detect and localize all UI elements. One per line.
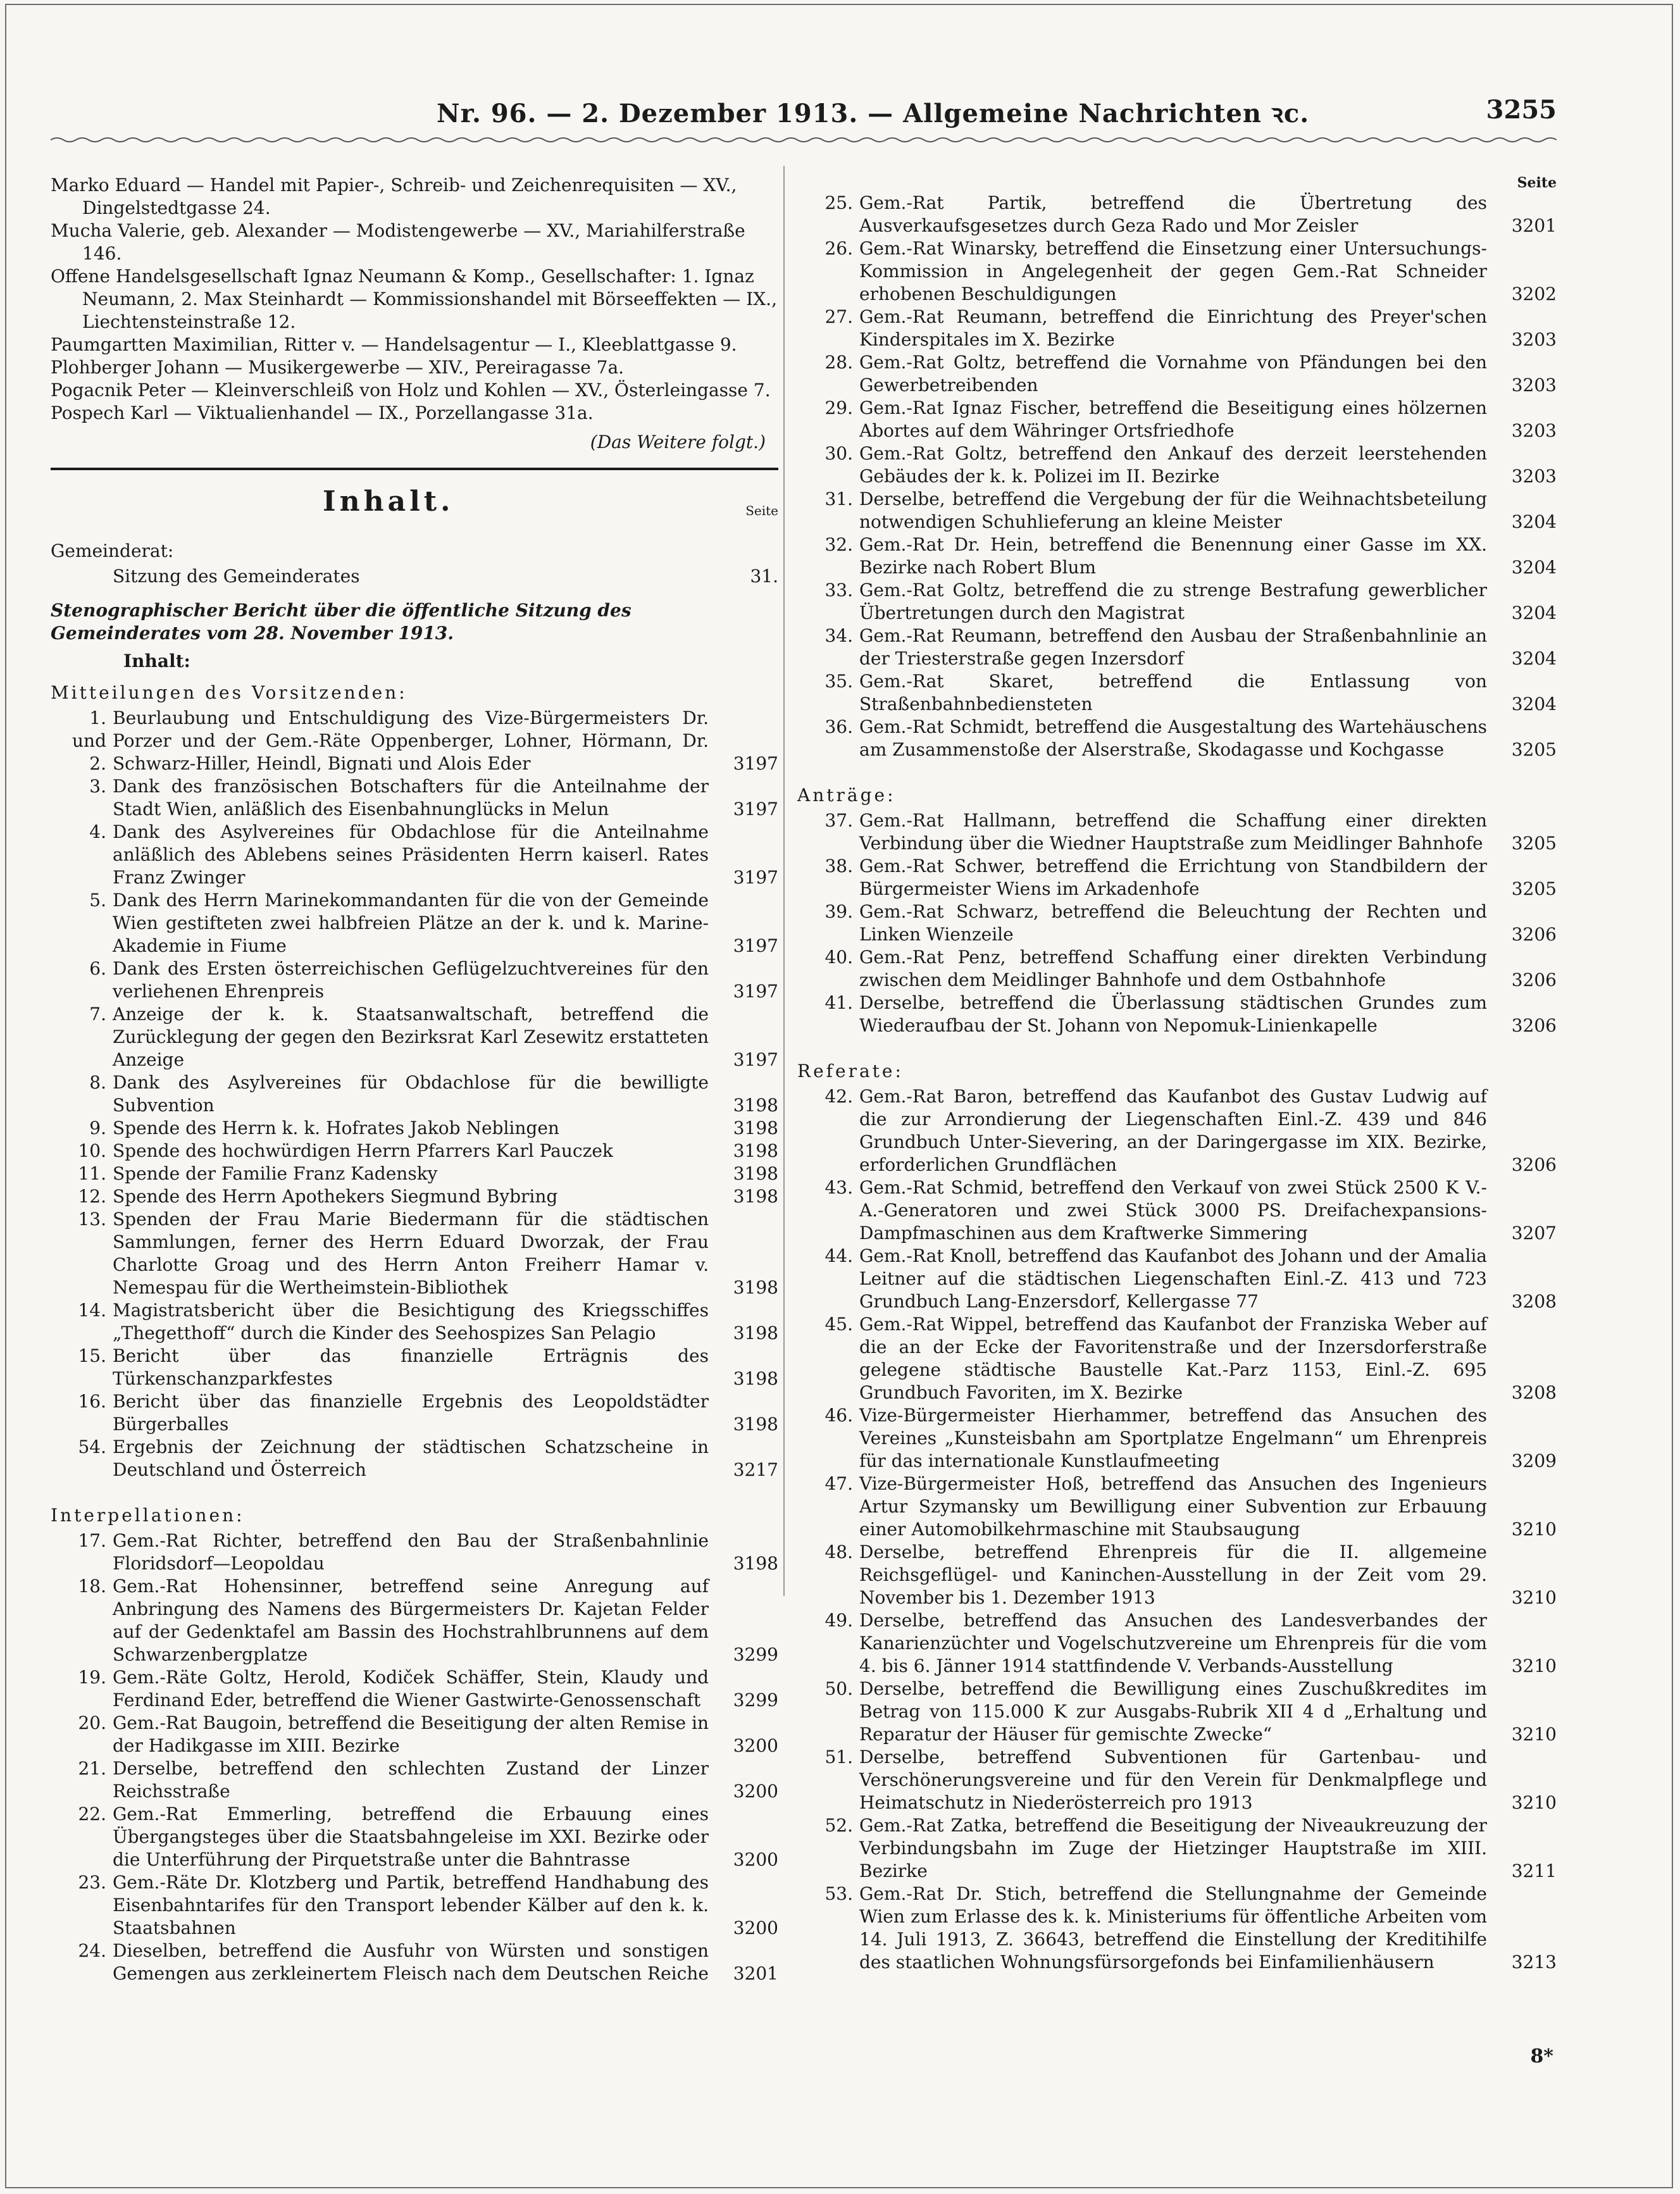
toc-entry xyxy=(797,992,1557,1037)
entry-page: 3205 xyxy=(1511,878,1557,899)
record-entry: Mucha Valerie, geb. Alexander — Modistengewerbe — XV., Mariahilferstraße 146. xyxy=(51,220,745,264)
entry-number: 49. xyxy=(824,1610,853,1631)
toc-entry xyxy=(51,1299,778,1345)
entry-page: 3200 xyxy=(733,1849,778,1870)
entry-text: Gem.-Rat Penz, betreffend Schaffung einer direkten Verbindung zwischen dem Meidlinger Bahnhofe und dem Ostbahnhofe xyxy=(859,947,1487,990)
gemeinderat-label: Gemeinderat: xyxy=(51,540,174,561)
entry-number: 29. xyxy=(824,397,853,418)
toc-entry xyxy=(797,488,1557,533)
entry-number: 25. xyxy=(824,192,853,213)
record-entry: Offene Handelsgesellschaft Ignaz Neumann & Komp., Gesellschafter: 1. Ignaz Neumann, 2. Max Steinhardt — Kommissionshandel mit Börseeffekten — IX., Liechtensteinstraße 12. xyxy=(51,266,777,332)
entry-page: 3204 xyxy=(1511,511,1557,532)
toc-entry xyxy=(51,1712,778,1757)
entry-text: Magistratsbericht über die Besichtigung des Kriegsschiffes „Thegetthoff“ durch die Kinder des Seehospizes San Pelagio xyxy=(113,1300,709,1343)
entry-page: 3204 xyxy=(1511,648,1557,669)
entry-number: 31. xyxy=(824,489,853,509)
entry-text: Dank des Asylvereines für Obdachlose für die Anteilnahme anläßlich des Ablebens seines Präsidenten Herrn kaiserl. Rates Franz Zwinger xyxy=(113,821,709,888)
entry-page: 3198 xyxy=(733,1553,778,1574)
toc-entry xyxy=(51,1071,778,1117)
entry-number: 38. xyxy=(824,856,853,876)
entry-number: 42. xyxy=(824,1086,853,1107)
section-rule xyxy=(51,468,778,470)
entry-text: Dank des Asylvereines für Obdachlose für die bewilligte Subvention xyxy=(113,1072,709,1116)
entry-text: Derselbe, betreffend den schlechten Zustand der Linzer Reichsstraße xyxy=(113,1758,709,1802)
header-wavy-rule xyxy=(51,135,1557,144)
entry-number: 15. xyxy=(78,1345,106,1366)
entry-page: 31. xyxy=(750,566,778,587)
entry-page: 3198 xyxy=(733,1323,778,1343)
entry-page: 3210 xyxy=(1511,1724,1557,1745)
toc-entry xyxy=(51,1162,778,1185)
entry-page: 3299 xyxy=(733,1644,778,1665)
toc-entry xyxy=(797,351,1557,397)
entry-page: 3206 xyxy=(1511,924,1557,945)
entry-number: 51. xyxy=(824,1747,853,1767)
entry-page: 3200 xyxy=(733,1917,778,1938)
left-column xyxy=(51,174,778,1985)
toc-entry xyxy=(797,1473,1557,1541)
entry-text: Gem.-Rat Schwer, betreffend die Errichtung von Standbildern der Bürgermeister Wiens im Arkadenhofe xyxy=(859,856,1487,899)
entry-text: Gem.-Rat Hohensinner, betreffend seine Anregung auf Anbringung des Namens des Bürgermeisters Dr. Kajetan Felder auf der Gedenktafel am Bassin des Hochstrahlbrunnens auf dem Schwarzenbergplatze xyxy=(113,1576,709,1665)
entry-text: Derselbe, betreffend die Vergebung der für die Weihnachtsbeteilung notwendigen Schuhlieferung an kleine Meister xyxy=(859,489,1487,532)
entry-page: 3203 xyxy=(1511,375,1557,396)
toc-entry xyxy=(51,1140,778,1162)
toc-entry xyxy=(797,855,1557,901)
entry-page: 3217 xyxy=(733,1459,778,1480)
continued-note: (Das Weitere folgt.) xyxy=(590,432,766,452)
toc-entry xyxy=(797,1746,1557,1814)
entry-text: Gem.-Rat Winarsky, betreffend die Einsetzung einer Untersuchungs-Kommission in Angelegenheit der gegen Gem.-Rat Schneider erhobenen Beschuldigungen xyxy=(859,238,1487,304)
entry-page: 3197 xyxy=(733,799,778,820)
entry-text: Vize-Bürgermeister Hoß, betreffend das Ansuchen des Ingenieurs Artur Szymansky um Bewilligung einer Subvention zur Erbauung einer Automobilkehrmaschine mit Staubsaugung xyxy=(859,1473,1487,1540)
entry-page: 3204 xyxy=(1511,557,1557,578)
entry-page: 3197 xyxy=(733,867,778,888)
entry-number: 5. xyxy=(89,890,106,911)
entry-number: 22. xyxy=(78,1804,106,1824)
entry-text: Gem.-Rat Richter, betreffend den Bau der Straßenbahnlinie Floridsdorf—Leopoldau xyxy=(113,1530,709,1574)
entry-page: 3197 xyxy=(733,935,778,956)
entry-number: 45. xyxy=(824,1314,853,1335)
entry-page: 3209 xyxy=(1511,1450,1557,1471)
entry-text: Dieselben, betreffend die Ausfuhr von Würsten und sonstigen Gemengen aus zerkleinertem Fleisch nach dem Deutschen Reiche xyxy=(113,1940,709,1984)
record-entry: Paumgartten Maximilian, Ritter v. — Handelsagentur — I., Kleeblattgasse 9. xyxy=(51,334,737,355)
entry-text: Gem.-Rat Schmidt, betreffend die Ausgestaltung des Wartehäuschens am Zusammenstoße der Alserstraße, Skodagasse und Kochgasse xyxy=(859,716,1487,760)
toc-entry xyxy=(51,707,778,775)
toc-entry xyxy=(51,1575,778,1666)
entry-page: 3198 xyxy=(733,1186,778,1207)
entry-number: 17. xyxy=(78,1530,106,1551)
entry-page: 3299 xyxy=(733,1690,778,1711)
entry-text: Anzeige der k. k. Staatsanwaltschaft, betreffend die Zurücklegung der gegen den Bezirksrat Karl Zesewitz erstatteten Anzeige xyxy=(113,1004,709,1070)
inhalt-label: Inhalt: xyxy=(123,651,190,671)
entry-text: Gem.-Rat Goltz, betreffend den Ankauf des derzeit leerstehenden Gebäudes der k. k. Polizei im II. Bezirke xyxy=(859,443,1487,487)
entry-number: 13. xyxy=(78,1209,106,1230)
mitteilungen-label: Mitteilungen des Vorsitzenden: xyxy=(51,682,408,703)
entry-number: 35. xyxy=(824,671,853,692)
entry-number: 27. xyxy=(824,306,853,327)
entry-text: Gem.-Rat Hallmann, betreffend die Schaffung einer direkten Verbindung über die Wiedner Hauptstraße zum Meidlinger Bahnhofe xyxy=(859,810,1487,854)
toc-entry xyxy=(797,901,1557,946)
entry-text: Bericht über das finanzielle Erträgnis des Türkenschanzparkfestes xyxy=(113,1345,709,1389)
entry-text: Dank des französischen Botschafters für die Anteilnahme der Stadt Wien, anläßlich des Eisenbahnunglücks in Melun xyxy=(113,776,709,820)
entry-number: 48. xyxy=(824,1542,853,1562)
entry-number: 50. xyxy=(824,1678,853,1699)
bericht-title: Stenographischer Bericht über die öffentliche Sitzung des Gemeinderates vom 28. November 1913. xyxy=(51,600,632,644)
entry-number: 28. xyxy=(824,352,853,373)
entry-text: Gem.-Rat Reumann, betreffend den Ausbau der Straßenbahnlinie an der Triesterstraße gegen Inzersdorf xyxy=(859,625,1487,669)
entry-number: 12. xyxy=(78,1186,106,1207)
entry-page: 3201 xyxy=(1511,215,1557,236)
toc-entry xyxy=(51,1208,778,1299)
entry-text: Spende der Familie Franz Kadensky xyxy=(113,1163,438,1184)
entry-text: Sitzung des Gemeinderates xyxy=(113,566,360,587)
entry-text: Gem.-Rat Dr. Hein, betreffend die Benennung einer Gasse im XX. Bezirke nach Robert Blum xyxy=(859,534,1487,578)
entry-text: Gem.-Rat Baron, betreffend das Kaufanbot des Gustav Ludwig auf die zur Arrondierung der Liegenschaften Einl.-Z. 439 und 846 Grundbuch Unter-Sievering, an der Daringergasse im XIX. Bezirke, erforderlichen Grundflächen xyxy=(859,1086,1487,1175)
entry-text: Gem.-Rat Goltz, betreffend die zu strenge Bestrafung gewerblicher Übertretungen durch den Magistrat xyxy=(859,580,1487,623)
toc-entry xyxy=(797,1176,1557,1245)
column-divider xyxy=(783,166,785,1596)
entry-page: 3206 xyxy=(1511,1015,1557,1036)
entry-number: 30. xyxy=(824,443,853,464)
toc-entry xyxy=(51,1666,778,1712)
entry-page: 3207 xyxy=(1511,1223,1557,1243)
entry-text: Gem.-Rat Knoll, betreffend das Kaufanbot des Johann und der Amalia Leitner auf die städtischen Liegenschaften Einl.-Z. 413 und 723 Grundbuch Lang-Enzersdorf, Kellergasse 77 xyxy=(859,1245,1487,1312)
entry-page: 3198 xyxy=(733,1368,778,1389)
toc-entry xyxy=(51,1185,778,1208)
entry-number: 53. xyxy=(824,1883,853,1904)
toc-entry xyxy=(51,889,778,957)
entry-text: Dank des Ersten österreichischen Geflügelzuchtvereines für den verliehenen Ehrenpreis xyxy=(113,958,709,1002)
entry-number: 1. und 2. xyxy=(72,707,106,774)
entry-number: 16. xyxy=(78,1391,106,1412)
entry-number: 20. xyxy=(78,1712,106,1733)
entry-page: 3197 xyxy=(733,1049,778,1070)
entry-text: Derselbe, betreffend die Bewilligung eines Zuschußkredites im Betrag von 115.000 K zur Ausgabs-Rubrik XII 4 d „Erhaltung und Reparatur der Häuser für gemischte Zwecke“ xyxy=(859,1678,1487,1745)
toc-entry xyxy=(797,1313,1557,1404)
toc-entry xyxy=(51,1436,778,1481)
toc-entry xyxy=(797,579,1557,625)
referate-label: Referate: xyxy=(797,1061,904,1081)
toc-entry xyxy=(797,1609,1557,1678)
signature-mark: 8* xyxy=(1530,2045,1553,2067)
toc-entry xyxy=(51,1003,778,1071)
toc-entry xyxy=(797,533,1557,579)
entry-page: 3208 xyxy=(1511,1382,1557,1403)
toc-entry-sitzung xyxy=(51,565,778,588)
entry-number: 41. xyxy=(824,992,853,1013)
entry-text: Gem.-Rat Schwarz, betreffend die Beleuchtung der Rechten und Linken Wienzeile xyxy=(859,901,1487,945)
entry-page: 3206 xyxy=(1511,969,1557,990)
interpellationen-cont-list xyxy=(797,192,1557,761)
record-entry: Pogacnik Peter — Kleinverschleiß von Holz und Kohlen — XV., Österleingasse 7. xyxy=(51,380,771,401)
entry-page: 3211 xyxy=(1511,1861,1557,1881)
entry-text: Dank des Herrn Marinekommandanten für die von der Gemeinde Wien gestifteten zwei halbfreien Plätze an der k. und k. Marine-Akademie in Fiume xyxy=(113,890,709,956)
entry-number: 46. xyxy=(824,1405,853,1426)
toc-entry xyxy=(51,821,778,889)
entry-number: 24. xyxy=(78,1940,106,1961)
entry-page: 3210 xyxy=(1511,1519,1557,1540)
record-entry: Plohberger Johann — Musikergewerbe — XIV., Pereiragasse 7a. xyxy=(51,357,625,378)
toc-entry xyxy=(797,625,1557,670)
entry-text: Spende des Herrn Apothekers Siegmund Bybring xyxy=(113,1186,558,1207)
entry-text: Gem.-Rat Reumann, betreffend die Einrichtung des Preyer'schen Kinderspitales im X. Bezirke xyxy=(859,306,1487,350)
entry-page: 3206 xyxy=(1511,1154,1557,1175)
entry-number: 18. xyxy=(78,1576,106,1597)
interpellationen-label: Interpellationen: xyxy=(51,1505,245,1526)
entry-page: 3203 xyxy=(1511,329,1557,350)
toc-entry xyxy=(797,442,1557,488)
toc-entry xyxy=(797,1085,1557,1176)
entry-number: 21. xyxy=(78,1758,106,1779)
entry-text: Derselbe, betreffend die Überlassung städtischen Grundes zum Wiederaufbau der St. Johann von Nepomuk-Linienkapelle xyxy=(859,992,1487,1036)
entry-page: 3210 xyxy=(1511,1655,1557,1676)
right-column xyxy=(797,174,1557,1974)
entry-text: Gem.-Rat Zatka, betreffend die Beseitigung der Niveaukreuzung der Verbindungsbahn im Zuge der Hietzinger Hauptstraße im XIII. Bezirke xyxy=(859,1815,1487,1881)
entry-text: Spenden der Frau Marie Biedermann für die städtischen Sammlungen, ferner des Herrn Eduard Dworzak, der Frau Charlotte Groag und des Herrn Anton Freiherr Hamar v. Nemespau für die Wertheimstein-Bibliothek xyxy=(113,1209,709,1298)
entry-number: 9. xyxy=(89,1118,106,1138)
entry-number: 40. xyxy=(824,947,853,968)
entry-number: 52. xyxy=(824,1815,853,1836)
entry-text: Gem.-Rat Wippel, betreffend das Kaufanbot der Franziska Weber auf die an der Ecke der Favoritenstraße und der Inzersdorferstraße gelegene städtische Baustelle Kat.-Parz 1153, Einl.-Z. 695 Grundbuch Favoriten, im X. Bezirke xyxy=(859,1314,1487,1403)
toc-entry xyxy=(51,1803,778,1871)
entry-text: Spende des Herrn k. k. Hofrates Jakob Neblingen xyxy=(113,1118,559,1138)
entry-number: 44. xyxy=(824,1245,853,1266)
entry-page: 3197 xyxy=(733,753,778,774)
entry-number: 4. xyxy=(89,821,106,842)
entry-text: Gem.-Rat Skaret, betreffend die Entlassung von Straßenbahnbediensteten xyxy=(859,671,1487,714)
toc-entry xyxy=(51,1345,778,1390)
record-entry: Pospech Karl — Viktualienhandel — IX., Porzellangasse 31a. xyxy=(51,402,594,423)
interpellationen-list xyxy=(51,1530,778,1985)
record-entry: Marko Eduard — Handel mit Papier-, Schreib- und Zeichenrequisiten — XV., Dingelstedtgasse 24. xyxy=(51,175,737,218)
entry-number: 26. xyxy=(824,238,853,259)
entry-text: Beurlaubung und Entschuldigung des Vize-Bürgermeisters Dr. Porzer und der Gem.-Räte Oppenberger, Lohner, Hörmann, Dr. Schwarz-Hiller, Heindl, Bignati und Alois Eder xyxy=(113,707,709,774)
toc-entry xyxy=(51,1871,778,1940)
toc-entry xyxy=(51,775,778,821)
entry-number: 11. xyxy=(78,1163,106,1184)
entry-number: 43. xyxy=(824,1177,853,1198)
entry-number: 33. xyxy=(824,580,853,601)
entry-page: 3204 xyxy=(1511,602,1557,623)
entry-text: Spende des hochwürdigen Herrn Pfarrers Karl Pauczek xyxy=(113,1140,613,1161)
entry-text: Gem.-Rat Schmid, betreffend den Verkauf von zwei Stück 2500 K V.-A.-Generatoren und zwei Stück 3000 PS. Dreifachexpansions-Dampfmaschinen aus dem Kraftwerke Simmering xyxy=(859,1177,1487,1243)
entry-page: 3198 xyxy=(733,1414,778,1435)
entry-text: Gem.-Rat Emmerling, betreffend die Erbauung eines Übergangsteges über die Staatsbahngeleise im XXI. Bezirke oder die Unterführung der Pirquetstraße unter die Bahntrasse xyxy=(113,1804,709,1870)
entry-page: 3198 xyxy=(733,1140,778,1161)
entry-page: 3200 xyxy=(733,1735,778,1756)
entry-text: Ergebnis der Zeichnung der städtischen Schatzscheine in Deutschland und Österreich xyxy=(113,1437,709,1480)
entry-number: 14. xyxy=(78,1300,106,1321)
entry-text: Vize-Bürgermeister Hierhammer, betreffend das Ansuchen des Vereines „Kunsteisbahn am Sportplatze Engelmann“ um Ehrenpreis für das internationale Kunstlaufmeeting xyxy=(859,1405,1487,1471)
toc-entry xyxy=(51,1390,778,1436)
entry-number: 47. xyxy=(824,1473,853,1494)
entry-page: 3203 xyxy=(1511,420,1557,441)
entry-number: 7. xyxy=(89,1004,106,1025)
entry-number: 34. xyxy=(824,625,853,646)
entry-number: 3. xyxy=(89,776,106,797)
toc-entry xyxy=(797,1404,1557,1473)
entry-page: 3198 xyxy=(733,1118,778,1138)
entry-number: 39. xyxy=(824,901,853,922)
referate-list xyxy=(797,1085,1557,1974)
entry-page: 3208 xyxy=(1511,1291,1557,1312)
toc-title: Inhalt. xyxy=(323,485,454,518)
entry-page: 3202 xyxy=(1511,284,1557,304)
toc-entry xyxy=(797,1883,1557,1974)
entry-page: 3197 xyxy=(733,981,778,1002)
entry-page: 3213 xyxy=(1511,1952,1557,1973)
toc-entry xyxy=(51,1530,778,1575)
entry-number: 36. xyxy=(824,716,853,737)
seite-label: Seite xyxy=(745,503,778,518)
toc-entry xyxy=(51,1940,778,1985)
toc-entry xyxy=(797,1245,1557,1313)
toc-heading xyxy=(51,485,778,531)
entry-number: 23. xyxy=(78,1872,106,1893)
entry-page: 3210 xyxy=(1511,1587,1557,1608)
entry-text: Bericht über das finanzielle Ergebnis des Leopoldstädter Bürgerballes xyxy=(113,1391,709,1435)
entry-page: 3204 xyxy=(1511,694,1557,714)
header-page-number: 3255 xyxy=(1486,95,1557,125)
entry-page: 3198 xyxy=(733,1277,778,1298)
toc-entry xyxy=(51,1757,778,1803)
toc-entry xyxy=(797,1678,1557,1746)
toc-entry xyxy=(797,1541,1557,1609)
toc-entry xyxy=(797,397,1557,442)
entry-text: Gem.-Rat Partik, betreffend die Übertretung des Ausverkaufsgesetzes durch Geza Rado und Mor Zeisler xyxy=(859,192,1487,236)
page-header xyxy=(44,95,1557,133)
entry-page: 3203 xyxy=(1511,466,1557,487)
entry-text: Gem.-Räte Goltz, Herold, Kodiček Schäffer, Stein, Klaudy und Ferdinand Eder, betreffend die Wiener Gastwirte-Genossenschaft xyxy=(113,1667,709,1711)
entry-text: Gem.-Rat Dr. Stich, betreffend die Stellungnahme der Gemeinde Wien zum Erlasse des k. k. Ministeriums für öffentliche Arbeiten vom 14. Juli 1913, Z. 36643, betreffend die Einstellung der Kreditihilfe des staatlichen Wohnungsfürsorgefonds bei Einfamilienhäusern xyxy=(859,1883,1487,1973)
entry-text: Gem.-Rat Ignaz Fischer, betreffend die Beseitigung eines hölzernen Abortes auf dem Währinger Ortsfriedhofe xyxy=(859,397,1487,441)
mitteilungen-list xyxy=(51,707,778,1481)
toc-entry xyxy=(51,1117,778,1140)
entry-number: 37. xyxy=(824,810,853,831)
entry-number: 32. xyxy=(824,534,853,555)
toc-entry xyxy=(797,809,1557,855)
entry-text: Gem.-Räte Dr. Klotzberg und Partik, betreffend Handhabung des Eisenbahntarifes für den Transport lebender Kälber auf den k. k. Staatsbahnen xyxy=(113,1872,709,1938)
seite-label-right: Seite xyxy=(1517,175,1557,191)
toc-entry xyxy=(797,670,1557,716)
toc-entry xyxy=(797,1814,1557,1883)
header-title: Nr. 96. — 2. Dezember 1913. — Allgemeine Nachrichten ꝛc. xyxy=(437,99,1310,128)
entry-number: 19. xyxy=(78,1667,106,1688)
entry-text: Derselbe, betreffend das Ansuchen des Landesverbandes der Kanarienzüchter und Vogelschutzvereine um Ehrenpreis für die vom 4. bis 6. Jänner 1914 stattfindende V. Verbands-Ausstellung xyxy=(859,1610,1487,1676)
entry-page: 3198 xyxy=(733,1095,778,1116)
entry-page: 3205 xyxy=(1511,739,1557,760)
entry-text: Gem.-Rat Goltz, betreffend die Vornahme von Pfändungen bei den Gewerbetreibenden xyxy=(859,352,1487,396)
entry-page: 3210 xyxy=(1511,1792,1557,1813)
toc-entry xyxy=(797,237,1557,306)
antraege-label: Anträge: xyxy=(797,785,896,806)
entry-number: 6. xyxy=(89,958,106,979)
toc-entry xyxy=(797,946,1557,992)
entry-number: 8. xyxy=(89,1072,106,1093)
entry-text: Gem.-Rat Baugoin, betreffend die Beseitigung der alten Remise in der Hadikgasse im XIII. Bezirke xyxy=(113,1712,709,1756)
toc-entry xyxy=(797,306,1557,351)
entry-text: Derselbe, betreffend Subventionen für Gartenbau- und Verschönerungsvereine und für den Verein für Denkmalpflege und Heimatschutz in Niederösterreich pro 1913 xyxy=(859,1747,1487,1813)
entry-page: 3205 xyxy=(1511,833,1557,854)
antraege-list xyxy=(797,809,1557,1037)
toc-entry xyxy=(51,957,778,1003)
entry-number: 54. xyxy=(78,1437,106,1457)
toc-entry xyxy=(797,192,1557,237)
entry-page: 3201 xyxy=(733,1963,778,1984)
entry-page: 3200 xyxy=(733,1781,778,1802)
entry-number: 10. xyxy=(78,1140,106,1161)
toc-entry xyxy=(797,716,1557,761)
entry-page: 3198 xyxy=(733,1163,778,1184)
entry-text: Derselbe, betreffend Ehrenpreis für die II. allgemeine Reichsgeflügel- und Kaninchen-Ausstellung in der Zeit vom 29. November bis 1. Dezember 1913 xyxy=(859,1542,1487,1608)
